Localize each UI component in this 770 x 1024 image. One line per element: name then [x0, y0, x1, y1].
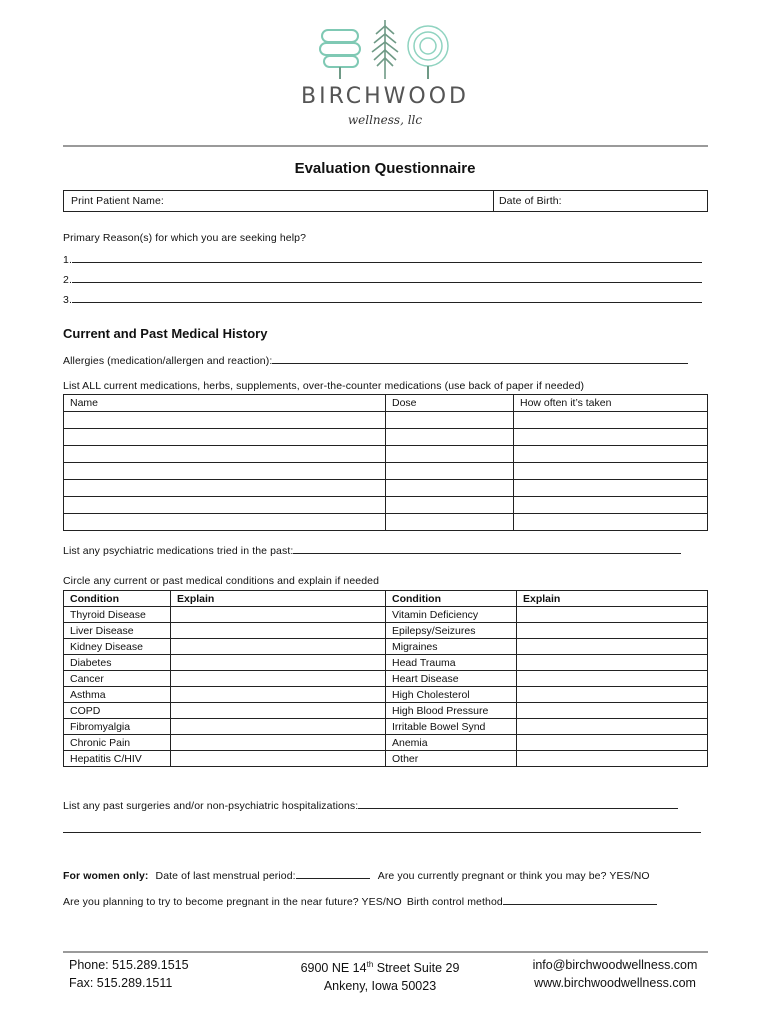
condition-left-cell[interactable]: Diabetes: [64, 655, 171, 671]
condition-right-cell[interactable]: Migraines: [386, 639, 517, 655]
condition-left-cell[interactable]: Liver Disease: [64, 623, 171, 639]
med-header-frequency: How often it’s taken: [514, 395, 708, 412]
conditions-table: [63, 590, 708, 767]
reason-number: 3.: [63, 294, 72, 306]
condition-right-cell[interactable]: Epilepsy/Seizures: [386, 623, 517, 639]
condition-right-cell[interactable]: Head Trauma: [386, 655, 517, 671]
med-frequency-cell[interactable]: [514, 480, 708, 497]
explain-left-cell[interactable]: [171, 719, 386, 735]
patient-name-field[interactable]: [175, 191, 491, 210]
explain-right-cell[interactable]: [517, 671, 708, 687]
explain-right-cell[interactable]: [517, 623, 708, 639]
patient-name-label: Print Patient Name:: [71, 195, 164, 207]
table-row: [64, 751, 708, 767]
med-dose-cell[interactable]: [386, 480, 514, 497]
table-header-row: [64, 395, 708, 412]
reasons-prompt: Primary Reason(s) for which you are seeking help?: [63, 232, 307, 244]
allergies-line[interactable]: [63, 354, 688, 367]
med-name-cell[interactable]: [64, 463, 386, 480]
condition-right-cell[interactable]: High Blood Pressure: [386, 703, 517, 719]
table-row: [64, 429, 708, 446]
med-frequency-cell[interactable]: [514, 446, 708, 463]
table-row: [64, 480, 708, 497]
medications-prompt: List ALL current medications, herbs, supplements, over-the-counter medications (use back of paper if needed): [63, 380, 585, 392]
condition-right-cell[interactable]: Other: [386, 751, 517, 767]
table-row: [64, 639, 708, 655]
condition-right-cell[interactable]: Anemia: [386, 735, 517, 751]
explain-left-cell[interactable]: [171, 607, 386, 623]
page-title: Evaluation Questionnaire: [294, 160, 476, 177]
table-row: [64, 735, 708, 751]
table-header-row: [64, 591, 708, 607]
reason-line-3[interactable]: [63, 293, 705, 306]
medical-history-heading: Current and Past Medical History: [63, 326, 268, 341]
condition-right-cell[interactable]: Vitamin Deficiency: [386, 607, 517, 623]
table-row: [64, 655, 708, 671]
table-row: [64, 623, 708, 639]
condition-left-cell[interactable]: Kidney Disease: [64, 639, 171, 655]
med-name-cell[interactable]: [64, 429, 386, 446]
explain-left-cell[interactable]: [171, 703, 386, 719]
med-dose-cell[interactable]: [386, 412, 514, 429]
med-header-name: Name: [64, 395, 386, 412]
city-state-zip: Ankeny, Iowa 50023: [323, 979, 437, 994]
med-name-cell[interactable]: [64, 497, 386, 514]
explain-right-cell[interactable]: [517, 735, 708, 751]
header-divider: [63, 145, 708, 147]
explain-right-cell[interactable]: [517, 639, 708, 655]
explain-left-cell[interactable]: [171, 735, 386, 751]
left-tree-icon: [320, 30, 360, 79]
table-row: [64, 412, 708, 429]
psych-meds-label: List any psychiatric medications tried in the past:: [63, 545, 294, 557]
reason-line-1[interactable]: [63, 253, 705, 266]
explain-right-cell[interactable]: [517, 719, 708, 735]
condition-header-right: Condition: [386, 591, 517, 607]
brand-subtitle: wellness, llc: [347, 113, 423, 127]
explain-right-cell[interactable]: [517, 607, 708, 623]
explain-left-cell[interactable]: [171, 655, 386, 671]
med-dose-cell[interactable]: [386, 463, 514, 480]
surgeries-line-2[interactable]: [63, 832, 701, 833]
condition-right-cell[interactable]: Irritable Bowel Synd: [386, 719, 517, 735]
table-row: [64, 671, 708, 687]
dob-field[interactable]: [570, 191, 705, 210]
right-tree-icon: [408, 26, 448, 79]
condition-left-cell[interactable]: Asthma: [64, 687, 171, 703]
lmp-label: Date of last menstrual period:: [155, 870, 296, 882]
phone-number: Phone: 515.289.1515: [69, 958, 189, 972]
med-frequency-cell[interactable]: [514, 514, 708, 531]
fax-number: Fax: 515.289.1511: [69, 976, 173, 990]
women-only-label: For women only:: [63, 870, 149, 882]
condition-left-cell[interactable]: Chronic Pain: [64, 735, 171, 751]
footer-contact: [69, 956, 189, 992]
planning-question: Are you planning to try to become pregnant in the near future? YES/NO: [63, 896, 402, 908]
birchwood-tree-logo: [318, 16, 452, 80]
lmp-field[interactable]: [296, 869, 370, 879]
middle-tree-icon: [372, 20, 398, 79]
footer-address: [280, 956, 480, 995]
table-row: [64, 463, 708, 480]
conditions-prompt: Circle any current or past medical conditions and explain if needed: [63, 575, 380, 587]
condition-left-cell[interactable]: Thyroid Disease: [64, 607, 171, 623]
reason-number: 1.: [63, 254, 72, 266]
condition-left-cell[interactable]: Hepatitis C/HIV: [64, 751, 171, 767]
table-row: [64, 446, 708, 463]
birth-control-label: Birth control method: [406, 896, 503, 908]
explain-left-cell[interactable]: [171, 687, 386, 703]
surgeries-label: List any past surgeries and/or non-psychiatric hospitalizations:: [63, 800, 359, 812]
med-dose-cell[interactable]: [386, 446, 514, 463]
reason-number: 2.: [63, 274, 72, 286]
explain-right-cell[interactable]: [517, 703, 708, 719]
psych-meds-line[interactable]: [63, 544, 681, 557]
reason-line-2[interactable]: [63, 273, 705, 286]
table-row: [64, 719, 708, 735]
table-row: [64, 497, 708, 514]
explain-right-cell[interactable]: [517, 751, 708, 767]
surgeries-line[interactable]: [63, 799, 678, 812]
footer-divider: [63, 951, 708, 953]
explain-header-right: Explain: [517, 591, 708, 607]
website-link[interactable]: www.birchwoodwellness.com: [534, 976, 696, 990]
medications-table: [63, 394, 708, 531]
med-name-cell[interactable]: [64, 514, 386, 531]
med-frequency-cell[interactable]: [514, 429, 708, 446]
med-name-cell[interactable]: [64, 446, 386, 463]
explain-left-cell[interactable]: [171, 623, 386, 639]
footer-web: [520, 956, 710, 992]
med-dose-cell[interactable]: [386, 514, 514, 531]
med-header-dose: Dose: [386, 395, 514, 412]
condition-left-cell[interactable]: COPD: [64, 703, 171, 719]
explain-left-cell[interactable]: [171, 671, 386, 687]
med-name-cell[interactable]: [64, 412, 386, 429]
table-row: [64, 703, 708, 719]
condition-left-cell[interactable]: Cancer: [64, 671, 171, 687]
dob-label: Date of Birth:: [499, 195, 562, 207]
med-frequency-cell[interactable]: [514, 463, 708, 480]
women-section: [63, 869, 650, 882]
explain-right-cell[interactable]: [517, 655, 708, 671]
brand-name: BIRCHWOOD: [300, 84, 469, 109]
explain-left-cell[interactable]: [171, 751, 386, 767]
med-frequency-cell[interactable]: [514, 412, 708, 429]
explain-header-left: Explain: [171, 591, 386, 607]
med-dose-cell[interactable]: [386, 497, 514, 514]
box-divider: [493, 191, 494, 211]
street-address: 6900 NE 14th Street Suite 29: [300, 960, 460, 976]
condition-header-left: Condition: [64, 591, 171, 607]
table-row: [64, 514, 708, 531]
birth-control-field[interactable]: [503, 895, 657, 905]
pregnant-question: Are you currently pregnant or think you may be? YES/NO: [377, 870, 650, 882]
table-row: [64, 687, 708, 703]
email-link[interactable]: info@birchwoodwellness.com: [532, 958, 698, 972]
condition-right-cell[interactable]: High Cholesterol: [386, 687, 517, 703]
med-frequency-cell[interactable]: [514, 497, 708, 514]
condition-right-cell[interactable]: Heart Disease: [386, 671, 517, 687]
condition-left-cell[interactable]: Fibromyalgia: [64, 719, 171, 735]
med-dose-cell[interactable]: [386, 429, 514, 446]
explain-right-cell[interactable]: [517, 687, 708, 703]
med-name-cell[interactable]: [64, 480, 386, 497]
planning-line: [63, 895, 657, 908]
table-row: [64, 607, 708, 623]
explain-left-cell[interactable]: [171, 639, 386, 655]
allergies-label: Allergies (medication/allergen and reaction):: [63, 355, 273, 367]
